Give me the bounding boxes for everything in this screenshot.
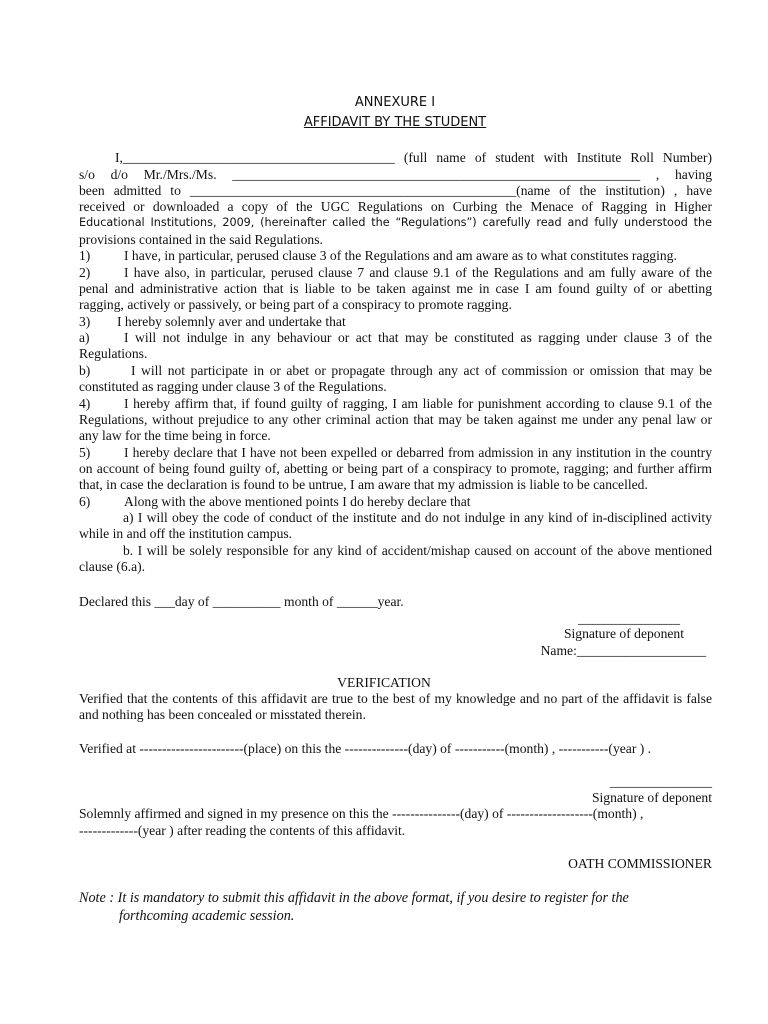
intro-line-1: I,________________________________________ (full name of student with Institute Roll Number) <box>115 150 712 165</box>
clause-text: I have also, in particular, perused clause 7 and clause 9.1 of the Regulations and am fully aware of the <box>124 265 712 280</box>
clause-3 <box>79 314 712 330</box>
verification-line-2: and nothing has been concealed or misstated therein. <box>79 707 366 722</box>
clause-6a-line-2: while in and off the institution campus. <box>79 526 293 541</box>
clause-text: I will not participate in or abet or propagate through any act of commission or omission that may be <box>131 363 712 378</box>
verification-signature-label: Signature of deponent <box>591 790 712 805</box>
deponent-name-line: Name:___________________ <box>540 643 706 658</box>
solemnly-affirmed-line-2: -------------(year ) after reading the contents of this affidavit. <box>79 823 406 838</box>
solemnly-affirmed-line-1: Solemnly affirmed and signed in my presence on this the ---------------(day) of -------------------(month) , <box>79 806 644 821</box>
clause-6a: a) I will obey the code of conduct of the institute and do not indulge in any kind of in-disciplined activity <box>123 510 712 525</box>
verified-at-line: Verified at -----------------------(place) on this the --------------(day) of -----------(month) , -----------(year ) . <box>79 741 652 756</box>
clause-number: 1) <box>79 248 91 263</box>
clause-number: 6) <box>79 494 91 509</box>
clause-6b: b. I will be solely responsible for any kind of accident/mishap caused on account of the above mentioned <box>123 543 712 558</box>
clause-text: I hereby solemnly aver and undertake that <box>117 314 346 329</box>
intro-line-4: received or downloaded a copy of the UGC Regulations on Curbing the Menace of Ragging in Higher <box>79 199 712 214</box>
intro-line-5: Educational Institutions, 2009, (hereinafter called the “Regulations”) carefully read and fully understood the <box>79 216 712 229</box>
clause-6 <box>79 494 712 510</box>
signature-line: _______________ <box>578 611 680 626</box>
clause-number: a) <box>79 330 90 345</box>
verification-heading: VERIFICATION <box>337 675 431 690</box>
clause-number: 3) <box>79 314 91 329</box>
clause-3a-line-2: Regulations. <box>79 346 148 361</box>
clause-4-line-2: Regulations, without prejudice to any other criminal action that may be taken against me under any penal law or <box>79 412 712 427</box>
declared-this-line: Declared this ___day of __________ month of ______year. <box>79 594 404 609</box>
clause-text: Along with the above mentioned points I do hereby declare that <box>124 494 471 509</box>
clause-2-line-2: penal and administrative action that is liable to be taken against me in case I am found guilty of or abetting <box>79 281 712 296</box>
clause-5 <box>79 445 712 461</box>
clause-3b-line-2: constituted as ragging under clause 3 of the Regulations. <box>79 379 387 394</box>
intro-line-3: been admitted to ________________________________________________(name of the institution) , have <box>79 183 712 198</box>
clause-5-line-3: that, in case the declaration is found to be untrue, I am aware that my admission is liable to be cancelled. <box>79 477 648 492</box>
verification-line-1: Verified that the contents of this affidavit are true to the best of my knowledge and no part of the affidavit is false <box>79 691 712 706</box>
clause-6b-line-2: clause (6.a). <box>79 559 146 574</box>
clause-3b <box>79 363 712 379</box>
clause-4-line-3: any law for the time being in force. <box>79 428 271 443</box>
clause-4 <box>79 396 712 412</box>
clause-number: 2) <box>79 265 91 280</box>
clause-1 <box>79 248 712 264</box>
note-line-2: forthcoming academic session. <box>119 908 295 924</box>
affidavit-title: AFFIDAVIT BY THE STUDENT <box>303 115 487 130</box>
clause-text: I have, in particular, perused clause 3 of the Regulations and am aware as to what constitutes ragging. <box>124 248 677 263</box>
clause-2 <box>79 265 712 281</box>
verification-signature-line: _______________ <box>610 774 712 789</box>
clause-3a <box>79 330 712 346</box>
clause-number: 4) <box>79 396 91 411</box>
clause-text: I will not indulge in any behaviour or act that may be constituted as ragging under clause 3 of the <box>124 330 712 345</box>
clause-number: 5) <box>79 445 91 460</box>
annexure-heading: ANNEXURE I <box>354 95 436 110</box>
clause-2-line-3: ragging, actively or passively, or being part of a conspiracy to promote ragging. <box>79 297 512 312</box>
oath-commissioner: OATH COMMISSIONER <box>568 856 712 871</box>
clause-text: I hereby declare that I have not been expelled or debarred from admission in any institution in the country <box>124 445 712 460</box>
intro-line-2: s/o d/o Mr./Mrs./Ms. ____________________________________________________________ , having <box>79 167 712 182</box>
clause-5-line-2: on account of being found guilty of, abetting or being part of a conspiracy to promote, ragging; and further affirm <box>79 461 712 476</box>
intro-line-6: provisions contained in the said Regulations. <box>79 232 323 247</box>
note-line-1: Note : It is mandatory to submit this affidavit in the above format, if you desire to register for the <box>79 890 629 906</box>
clause-text: I hereby affirm that, if found guilty of ragging, I am liable for punishment according to clause 9.1 of the <box>124 396 712 411</box>
signature-label: Signature of deponent <box>563 626 684 641</box>
clause-number: b) <box>79 363 91 378</box>
